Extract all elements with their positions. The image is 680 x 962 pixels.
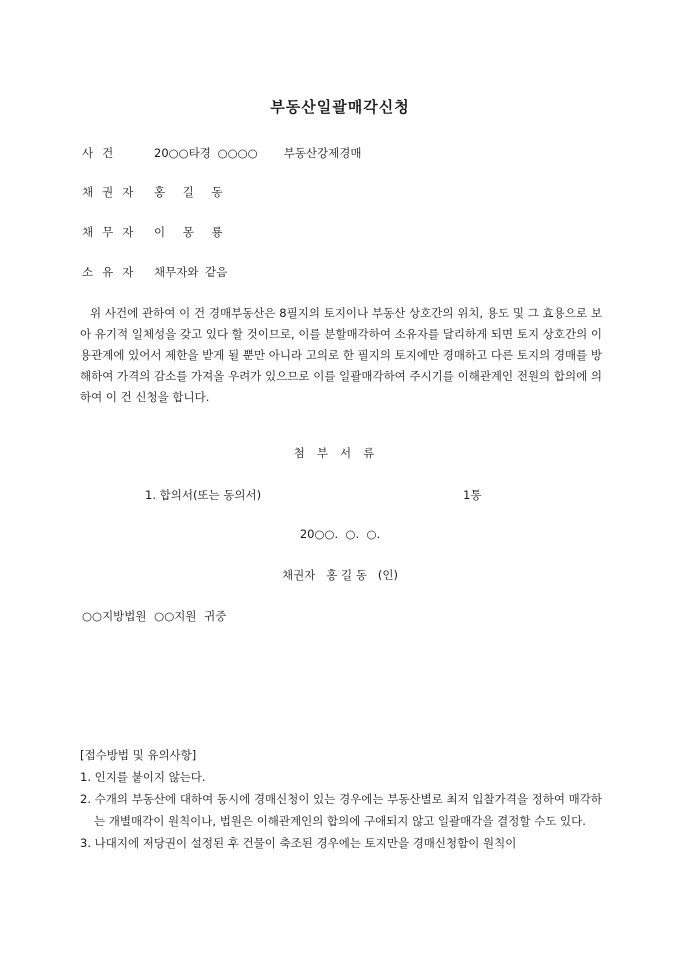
field-case-label: 사건 bbox=[82, 146, 123, 160]
attachment-count: 1통 bbox=[463, 488, 482, 502]
notes-section bbox=[80, 744, 602, 854]
field-debtor-value: 이 몽 룡 bbox=[154, 225, 223, 239]
field-case-type: 부동산강제경매 bbox=[283, 146, 362, 160]
court-line: ○○지방법원 ○○지원 귀중 bbox=[82, 609, 227, 623]
field-case bbox=[82, 145, 361, 161]
notes-item: 3. 나대지에 저당권이 설정된 후 건물이 축조된 경우에는 토지만을 경매신청함이 원칙이 bbox=[80, 836, 517, 850]
notes-item: 2. 수개의 부동산에 대하여 동시에 경매신청이 있는 경우에는 부동산별로 최저 입찰가격을 정하여 매각하는 개별매각이 원칙이나, 법원은 이해관계인의 합의에 구애되지 않고 일괄매각을 결정할 수도 있다. bbox=[80, 792, 602, 828]
field-case-value: 20○○타경 ○○○○ bbox=[154, 146, 258, 160]
field-creditor-value: 홍 길 동 bbox=[154, 185, 223, 199]
notes-header: [접수방법 및 유의사항] bbox=[80, 748, 197, 762]
field-debtor-label: 채무자 bbox=[82, 225, 143, 239]
field-owner-value: 채무자와 같음 bbox=[154, 265, 228, 279]
field-owner bbox=[82, 264, 227, 280]
field-creditor bbox=[82, 184, 223, 200]
document-title: 부동산일괄매각신청 bbox=[270, 98, 410, 116]
field-creditor-label: 채권자 bbox=[82, 185, 143, 199]
signature-line: 채권자 홍 길 동 (인) bbox=[282, 568, 398, 582]
body-paragraph: 위 사건에 관하여 이 건 경매부동산은 8필지의 토지이나 부동산 상호간의 위치, 용도 및 그 효용으로 보아 유기적 일체성을 갖고 있다 할 것이므로, 이를 분할매각하여 소유자를 달리하게 되면 토지 상호간의 이용관계에 있어서 제한을 받게 될 뿐만 아니라 고의로 한 필지의 토지에만 경매하고 다른 토지의 경매를 방해하여 가격의 감소를 가져올 우려가 있으므로 이를 일괄매각하여 주시기를 이해관계인 전원의 합의에 의하여 이 건 신청을 합니다. bbox=[80, 306, 602, 404]
date-line: 20○○. ○. ○. bbox=[299, 527, 381, 541]
field-owner-label: 소유자 bbox=[82, 265, 143, 279]
attachments-header: 첨부서류 bbox=[293, 446, 387, 460]
notes-item: 1. 인지를 붙이지 않는다. bbox=[80, 770, 206, 784]
field-debtor bbox=[82, 224, 223, 240]
attachment-name: 1. 합의서(또는 동의서) bbox=[145, 488, 262, 502]
